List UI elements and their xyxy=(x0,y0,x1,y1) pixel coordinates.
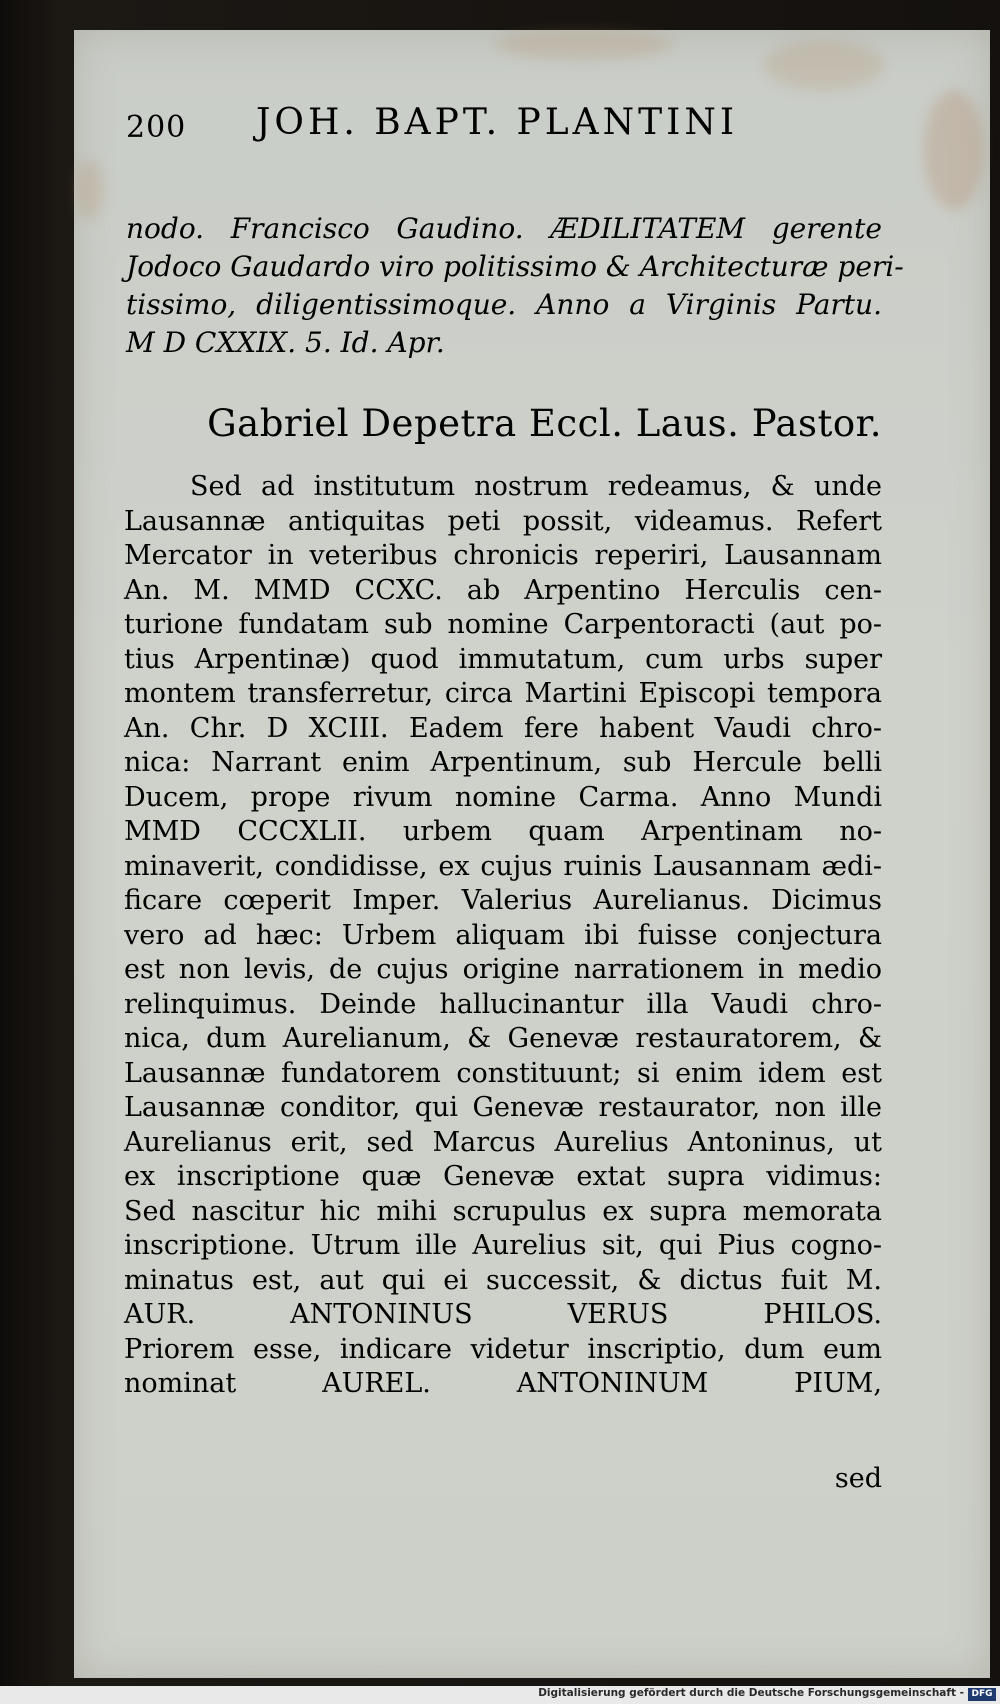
text-line: nica, dum Aurelianum, & Genevæ restauratorem, & xyxy=(124,1023,882,1054)
text-line: minatus est, aut qui ei successit, & dictus fuit M. xyxy=(124,1264,882,1296)
paper-stain xyxy=(764,40,884,90)
text-line: An. M. MMD CCXC. ab Arpentino Herculis cen- xyxy=(124,574,882,606)
text-line: Lausannæ fundatorem constituunt; si enim idem est xyxy=(124,1057,882,1089)
text-line: vero ad hæc: Urbem aliquam ibi fuisse conjectura xyxy=(124,919,882,951)
text-line: Priorem esse, indicare videtur inscriptio, dum eum xyxy=(124,1333,882,1365)
text-line: Aurelianus erit, sed Marcus Aurelius Antoninus, ut xyxy=(124,1126,882,1158)
text-line: Sed nascitur hic mihi scrupulus ex supra memorata xyxy=(124,1195,882,1227)
text-line: Lausannæ conditor, qui Genevæ restaurator, non ille xyxy=(124,1092,882,1123)
text-line: tius Arpentinæ) quod immutatum, cum urbs super xyxy=(124,643,882,675)
text-line: turione fundatam sub nomine Carpentoracti (aut po- xyxy=(124,609,882,640)
paper-stain xyxy=(494,30,674,60)
footer-strip xyxy=(0,1686,1000,1704)
body-text xyxy=(124,470,882,1402)
text-line: minaverit, condidisse, ex cujus ruinis Lausannam ædi- xyxy=(124,850,882,882)
text-line: An. Chr. D XCIII. Eadem fere habent Vaudi chro- xyxy=(124,712,882,744)
text-line: relinquimus. Deinde hallucinantur illa Vaudi chro- xyxy=(124,988,882,1020)
text-line: Mercator in veteribus chronicis reperiri, Lausannam xyxy=(124,540,882,571)
text-line: nica: Narrant enim Arpentinum, sub Hercule belli xyxy=(124,747,882,778)
dfg-logo: DFG xyxy=(968,1688,996,1701)
text-line: inscriptione. Utrum ille Aurelius sit, qui Pius cogno- xyxy=(124,1230,882,1261)
text-line: Sed ad institutum nostrum redeamus, & unde xyxy=(190,471,882,502)
text-line: est non levis, de cujus origine narrationem in medio xyxy=(124,954,882,985)
funding-credit: Digitalisierung gefördert durch die Deutsche Forschungsgemeinschaft - xyxy=(538,1687,964,1699)
inscription-line: M D CXXIX. 5. Id. Apr. xyxy=(126,326,445,359)
paper-stain xyxy=(74,160,104,220)
catchword: sed xyxy=(834,1463,882,1494)
section-heading: Gabriel Depetra Eccl. Laus. Pastor. xyxy=(207,402,882,445)
text-line: ficare cœperit Imper. Valerius Aurelianus. Dicimus xyxy=(124,885,882,916)
text-line: montem transferretur, circa Martini Episcopi tempora xyxy=(124,678,882,709)
text-line: Ducem, prope rivum nomine Carma. Anno Mundi xyxy=(124,781,882,813)
running-title: JOH. BAPT. PLANTINI xyxy=(256,102,739,143)
page-number: 200 xyxy=(126,110,187,145)
inscription-line: tissimo, diligentissimoque. Anno a Virginis Partu. xyxy=(126,288,882,321)
inscription-block xyxy=(126,210,904,362)
running-head xyxy=(126,102,826,154)
inscription-line: Jodoco Gaudardo viro politissimo & Architecturæ peri- xyxy=(126,250,904,283)
text-line: Lausannæ antiquitas peti possit, videamus. Refert xyxy=(124,505,882,537)
text-line: AUR. ANTONINUS VERUS PHILOS. xyxy=(124,1299,882,1330)
text-line: MMD CCCXLII. urbem quam Arpentinam no- xyxy=(124,816,882,847)
text-line: ex inscriptione quæ Genevæ extat supra vidimus: xyxy=(124,1161,882,1192)
text-line: nominat AUREL. ANTONINUM PIUM, xyxy=(124,1368,882,1399)
inscription-line: nodo. Francisco Gaudino. ÆDILITATEM gerente xyxy=(126,212,882,245)
paper-stain xyxy=(924,90,984,210)
